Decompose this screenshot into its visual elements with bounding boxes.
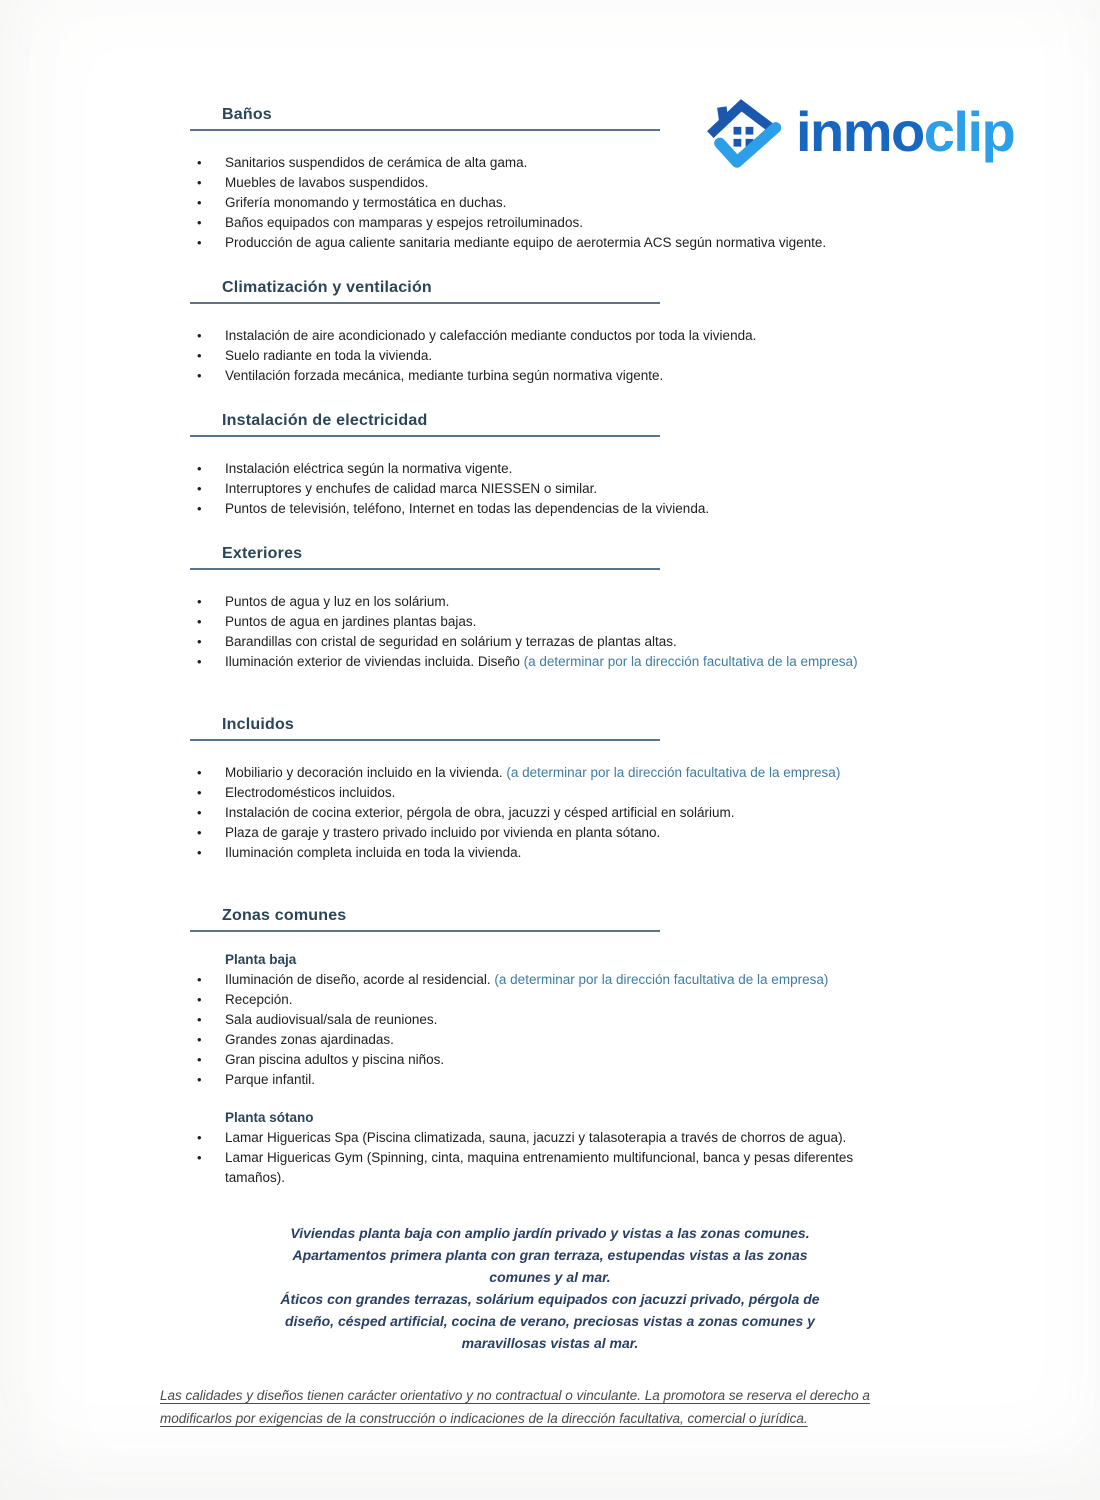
list-item xyxy=(190,213,858,233)
list-item xyxy=(190,1070,858,1090)
list-item-text: Plaza de garaje y trastero privado incluido por vivienda en planta sótano. xyxy=(225,825,661,840)
list-item-note: (a determinar por la dirección facultativa de la empresa) xyxy=(523,654,858,669)
bullet-list xyxy=(190,153,858,253)
bullet-list xyxy=(190,763,858,863)
list-item xyxy=(190,970,858,990)
list-item xyxy=(190,652,858,672)
list-item-note: (a determinar por la dirección facultativa de la empresa) xyxy=(494,972,829,987)
list-item-text: Sanitarios suspendidos de cerámica de alta gama. xyxy=(225,155,528,170)
list-item-text: Lamar Higuericas Gym (Spinning, cinta, maquina entrenamiento multifuncional, banca y pesas diferentes tamaños). xyxy=(225,1150,854,1185)
list-item-text: Sala audiovisual/sala de reuniones. xyxy=(225,1012,438,1027)
list-item-text: Muebles de lavabos suspendidos. xyxy=(225,175,429,190)
list-item xyxy=(190,990,858,1010)
list-item xyxy=(190,592,858,612)
list-item xyxy=(190,459,858,479)
list-item-text: Recepción. xyxy=(225,992,293,1007)
list-item xyxy=(190,479,858,499)
highlight-line: Viviendas planta baja con amplio jardín privado y vistas a las zonas comunes. xyxy=(290,1225,810,1241)
bullet-list xyxy=(190,1128,858,1188)
list-item-text: Grandes zonas ajardinadas. xyxy=(225,1032,394,1047)
list-item xyxy=(190,823,858,843)
list-item xyxy=(190,843,858,863)
section xyxy=(190,279,910,386)
list-item-text: Baños equipados con mamparas y espejos retroiluminados. xyxy=(225,215,583,230)
list-item xyxy=(190,632,858,652)
section xyxy=(190,412,910,519)
list-item xyxy=(190,1050,858,1070)
list-item-text: Instalación de cocina exterior, pérgola de obra, jacuzzi y césped artificial en solárium. xyxy=(225,805,735,820)
list-item xyxy=(190,193,858,213)
list-item xyxy=(190,1010,858,1030)
list-item xyxy=(190,153,858,173)
list-item-text: Gran piscina adultos y piscina niños. xyxy=(225,1052,445,1067)
list-item xyxy=(190,763,858,783)
section-title: Incluidos xyxy=(190,716,660,741)
bullet-list xyxy=(190,592,858,672)
list-item xyxy=(190,366,858,386)
section-title: Climatización y ventilación xyxy=(190,279,660,304)
list-item-text: Iluminación de diseño, acorde al residencial. xyxy=(225,972,495,987)
list-item-text: Iluminación exterior de viviendas incluida. Diseño xyxy=(225,654,524,669)
list-item-text: Electrodomésticos incluidos. xyxy=(225,785,396,800)
highlight-line: Áticos con grandes terrazas, solárium equipados con jacuzzi privado, pérgola de diseño, césped artificial, cocina de verano, preciosas vistas a zonas comunes y maravillosas vistas al mar. xyxy=(280,1291,820,1351)
section xyxy=(190,907,910,1188)
list-item-text: Barandillas con cristal de seguridad en solárium y terrazas de plantas altas. xyxy=(225,634,677,649)
list-item-text: Grifería monomando y termostática en duchas. xyxy=(225,195,507,210)
bullet-list xyxy=(190,326,858,386)
list-item-text: Puntos de agua en jardines plantas bajas. xyxy=(225,614,477,629)
list-item-text: Mobiliario y decoración incluido en la vivienda. xyxy=(225,765,507,780)
highlight-line: Apartamentos primera planta con gran terraza, estupendas vistas a las zonas comunes y al mar. xyxy=(292,1247,808,1285)
document-content xyxy=(160,106,910,1430)
list-item-text: Instalación eléctrica según la normativa vigente. xyxy=(225,461,513,476)
list-item-text: Interruptores y enchufes de calidad marca NIESSEN o similar. xyxy=(225,481,598,496)
list-item xyxy=(190,326,858,346)
section-title: Zonas comunes xyxy=(190,907,660,932)
logo-text-inmo: inmo xyxy=(796,100,924,163)
subsection-title: Planta baja xyxy=(225,952,297,967)
list-item xyxy=(190,346,858,366)
list-item xyxy=(190,173,858,193)
section xyxy=(190,106,910,253)
highlight-paragraph xyxy=(276,1222,824,1354)
list-item-text: Lamar Higuericas Spa (Piscina climatizada, sauna, jacuzzi y talasoterapia a través de chorros de agua). xyxy=(225,1130,847,1145)
legal-disclaimer: Las calidades y diseños tienen carácter orientativo y no contractual o vinculante. La promotora se reserva el derecho a modificarlos por exigencias de la construcción o indicaciones de la dirección facultativa, comercial o jurídica. xyxy=(160,1388,870,1426)
list-item xyxy=(190,1030,858,1050)
list-item xyxy=(190,1148,858,1188)
list-item-text: Puntos de agua y luz en los solárium. xyxy=(225,594,450,609)
list-item xyxy=(190,803,858,823)
list-item-text: Instalación de aire acondicionado y calefacción mediante conductos por toda la vivienda. xyxy=(225,328,757,343)
list-item-text: Puntos de televisión, teléfono, Internet en todas las dependencias de la vivienda. xyxy=(225,501,710,516)
bullet-list xyxy=(190,459,858,519)
list-item-text: Iluminación completa incluida en toda la vivienda. xyxy=(225,845,522,860)
section-title: Exteriores xyxy=(190,545,660,570)
bullet-list xyxy=(190,970,858,1090)
list-item-text: Suelo radiante en toda la vivienda. xyxy=(225,348,433,363)
list-item-note: (a determinar por la dirección facultativa de la empresa) xyxy=(506,765,841,780)
list-item-text: Parque infantil. xyxy=(225,1072,316,1087)
list-item xyxy=(190,233,858,253)
section xyxy=(190,716,910,863)
section xyxy=(190,545,910,672)
subsection-title: Planta sótano xyxy=(225,1110,314,1125)
sections-container xyxy=(190,106,910,1188)
list-item-text: Ventilación forzada mecánica, mediante turbina según normativa vigente. xyxy=(225,368,664,383)
list-item xyxy=(190,783,858,803)
list-item-text: Producción de agua caliente sanitaria mediante equipo de aerotermia ACS según normativa vigente. xyxy=(225,235,827,250)
logo-text-clip: clip xyxy=(923,100,1015,163)
list-item xyxy=(190,612,858,632)
list-item xyxy=(190,1128,858,1148)
section-title: Baños xyxy=(190,106,660,131)
list-item xyxy=(190,499,858,519)
section-title: Instalación de electricidad xyxy=(190,412,660,437)
